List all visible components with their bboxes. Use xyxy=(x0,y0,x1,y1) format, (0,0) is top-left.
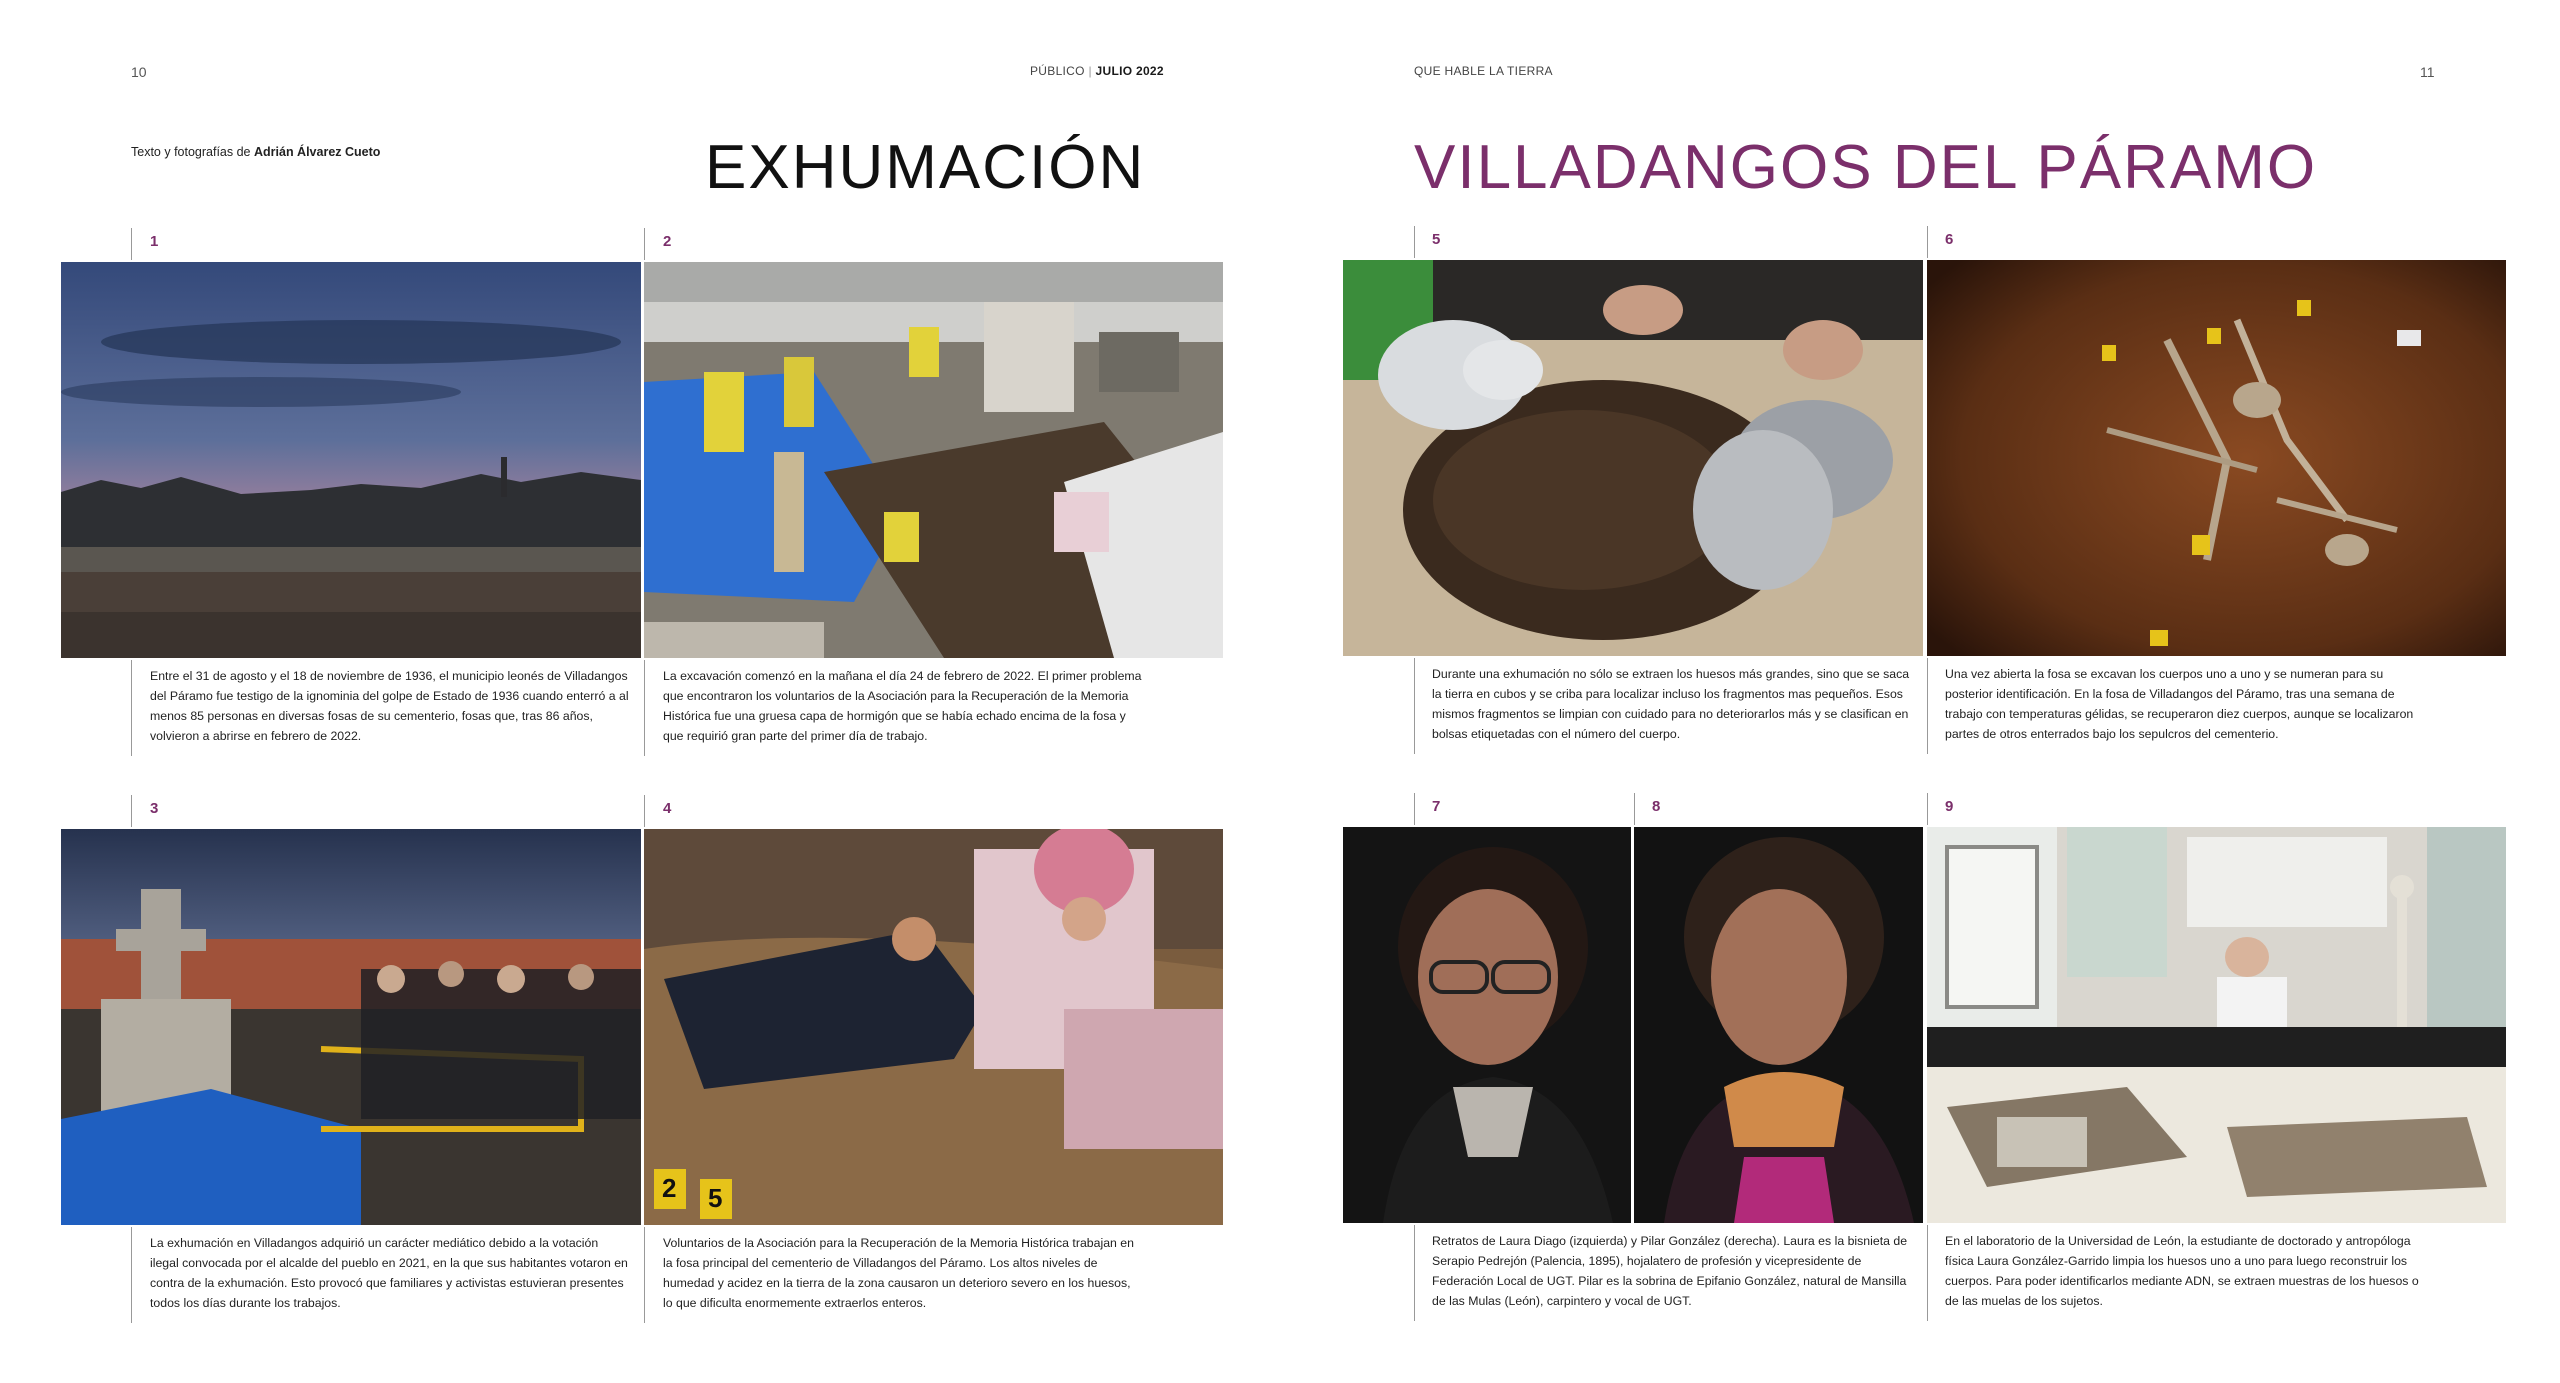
photo-number-7: 7 xyxy=(1432,798,1441,815)
photo-caption-3: La exhumación en Villadangos adquirió un carácter mediático debido a la votación ilegal convocada por el alcalde del pueblo en 2021, en la que sus habitantes votaron en contra de la exhumación. Esto provocó que familiares y activistas estuvieran presentes todos los días durante los trabajos. xyxy=(150,1236,628,1310)
photo-number-4: 4 xyxy=(663,800,672,817)
caption-rule xyxy=(131,1227,132,1323)
grave-skeletons-photo xyxy=(1927,260,2506,656)
portrait-laura-photo xyxy=(1343,827,1631,1223)
photo-number-3: 3 xyxy=(150,800,159,817)
photo-number-2: 2 xyxy=(663,233,672,250)
caption-rule xyxy=(644,1227,645,1323)
sieving-soil-photo xyxy=(1343,260,1923,656)
volunteers-digging-photo xyxy=(644,829,1223,1225)
photo-number-8: 8 xyxy=(1652,798,1661,815)
photo-rule xyxy=(1634,793,1635,825)
caption-rule xyxy=(131,660,132,756)
excavation-crew-photo xyxy=(644,262,1223,658)
caption-rule xyxy=(644,660,645,756)
portrait-pilar-photo xyxy=(1634,827,1923,1223)
caption-rule xyxy=(1414,1225,1415,1321)
photo-number-9: 9 xyxy=(1945,798,1954,815)
dusk-cemetery-landscape-photo xyxy=(61,262,641,658)
laboratory-photo xyxy=(1927,827,2506,1223)
photo-caption-1: Entre el 31 de agosto y el 18 de noviembre de 1936, el municipio leonés de Villadangos del Páramo fue testigo de la ignominia del golpe de Estado de 1936 cuando enterró a al menos 85 personas en diversas fosas de su cementerio, fosas que, tras 86 años, volvieron a abrirse en febrero de 2022. xyxy=(150,669,629,743)
left-running-head: PÚBLICO | JULIO 2022 xyxy=(1030,64,1164,78)
right-running-head: QUE HABLE LA TIERRA xyxy=(1414,64,1553,78)
photo-rule xyxy=(1927,793,1928,825)
photo-caption-5: Durante una exhumación no sólo se extraen los huesos más grandes, sino que se saca la tierra en cubos y se criba para localizar incluso los fragmentos mas pequeños. Esos mismos fragmentos se limpian con cuidado para no deteriorarlos más y se clasifican en bolsas etiquetadas con el número del cuerpo. xyxy=(1432,667,1910,741)
page-title-left: EXHUMACIÓN xyxy=(705,133,1146,202)
photo-rule xyxy=(1414,226,1415,258)
credit-prefix: Texto y fotografías de xyxy=(131,145,251,159)
photo-rule xyxy=(131,795,132,827)
caption-rule xyxy=(1414,658,1415,754)
photo-number-1: 1 xyxy=(150,233,159,250)
photo-rule xyxy=(644,795,645,827)
credit-author: Adrián Álvarez Cueto xyxy=(254,145,381,159)
photo-credit xyxy=(131,145,380,159)
running-head-date: JULIO 2022 xyxy=(1095,64,1164,78)
photo-rule xyxy=(1414,793,1415,825)
left-folio: 10 xyxy=(131,64,147,80)
photo-caption-6: Una vez abierta la fosa se excavan los cuerpos uno a uno y se numeran para su posterior identificación. En la fosa de Villadangos del Páramo, tras una semana de trabajo con temperaturas gélidas, se recuperaron diez cuerpos, aunque se localizaron partes de otros enterrados bajo los sepulcros del cementerio. xyxy=(1945,667,2414,741)
photo-rule xyxy=(644,228,645,260)
caption-rule xyxy=(1927,658,1928,754)
page-title-right: VILLADANGOS DEL PÁRAMO xyxy=(1414,133,2318,202)
photo-rule xyxy=(1927,226,1928,258)
photo-number-6: 6 xyxy=(1945,231,1954,248)
caption-rule xyxy=(1927,1225,1928,1321)
cemetery-crowd-photo xyxy=(61,829,641,1225)
right-folio: 11 xyxy=(2420,64,2435,80)
photo-caption-9: En el laboratorio de la Universidad de León, la estudiante de doctorado y antropóloga física Laura González-Garrido limpia los huesos uno a uno para luego reconstruir los cuerpos. Para poder identificarlos mediante ADN, se extraen muestras de los huesos o de las muelas de los sujetos. xyxy=(1945,1234,2419,1308)
photo-caption-4: Voluntarios de la Asociación para la Recuperación de la Memoria Histórica trabajan en la fosa principal del cementerio de Villadangos del Páramo. Los altos niveles de humedad y acidez en la tierra de la zona causaron un deterioro severo en los huesos, lo que dificulta enormemente extraerlos enteros. xyxy=(663,1236,1134,1310)
photo-rule xyxy=(131,228,132,260)
photo-caption-2: La excavación comenzó en la mañana el día 24 de febrero de 2022. El primer problema que encontraron los voluntarios de la Asociación para la Recuperación de la Memoria Histórica fue una gruesa capa de hormigón que se había echado encima de la fosa y que requirió gran parte del primer día de trabajo. xyxy=(663,669,1142,743)
running-head-publication: PÚBLICO xyxy=(1030,64,1085,78)
svg-text:5: 5 xyxy=(708,1183,723,1213)
photo-caption-8: Retratos de Laura Diago (izquierda) y Pilar González (derecha). Laura es la bisnieta de Serapio Pedrejón (Palencia, 1895), hojalatero de profesión y vicepresidente de Federación Local de UGT. Pilar es la sobrina de Epifanio González, natural de Mansilla de las Mulas (León), carpintero y vocal de UGT. xyxy=(1432,1234,1908,1308)
svg-text:2: 2 xyxy=(662,1173,677,1203)
photo-number-5: 5 xyxy=(1432,231,1441,248)
